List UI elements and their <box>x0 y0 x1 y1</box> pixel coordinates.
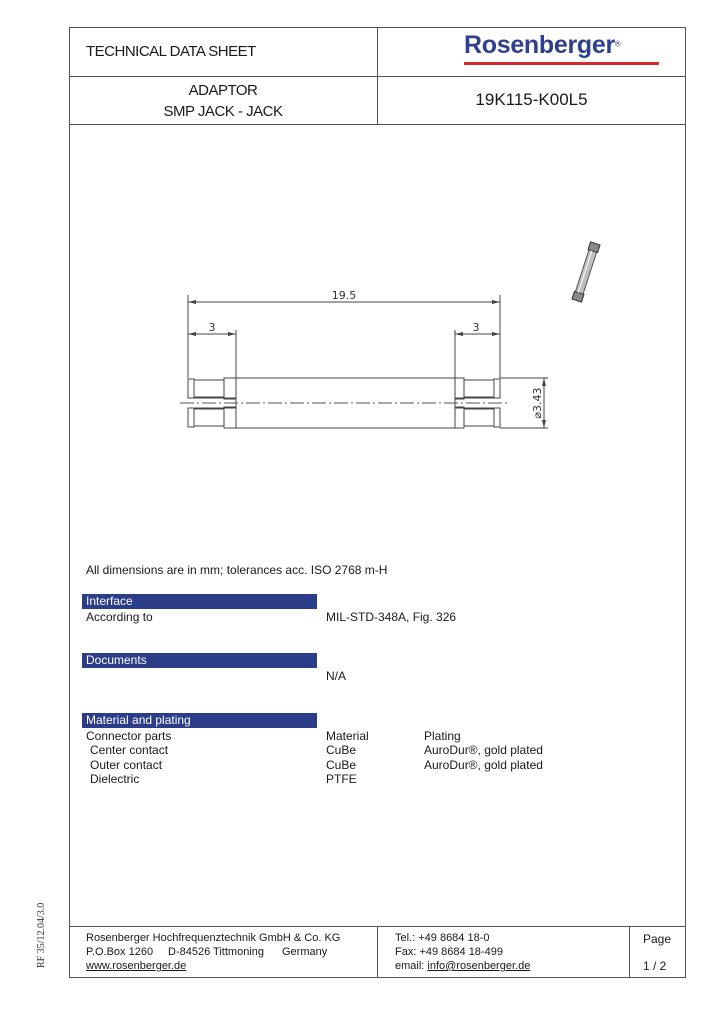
documents-header: Documents <box>82 653 317 668</box>
footer-city: D-84526 Tittmoning <box>168 946 264 958</box>
dim-diameter-label: ⌀3.43 <box>531 387 544 419</box>
interface-value: MIL-STD-348A, Fig. 326 <box>326 610 457 624</box>
right-outer-lip-top <box>494 379 500 398</box>
right-outer-lip-bottom <box>494 408 500 427</box>
product-line-1: ADAPTOR <box>188 82 258 99</box>
footer-pobox: P.O.Box 1260 <box>86 946 154 958</box>
footer-email-link[interactable]: info@rosenberger.de <box>427 960 531 972</box>
part-number: 19K115-K00L5 <box>475 90 588 109</box>
arrow <box>188 332 196 336</box>
footer-page-divider <box>629 926 630 978</box>
footer-page-label: Page <box>643 932 672 946</box>
dim-total-label: 19.5 <box>331 289 357 302</box>
row-part: Outer contact <box>90 758 163 772</box>
dimensions-note: All dimensions are in mm; tolerances acc. ISO 2768 m-H <box>86 563 388 577</box>
footer-tel: Tel.: +49 8684 18-0 <box>395 932 490 944</box>
footer-column-divider <box>377 926 378 978</box>
left-collar-top <box>224 378 236 399</box>
col-plating: Plating <box>424 729 461 743</box>
footer-country: Germany <box>282 946 328 958</box>
arrow <box>492 332 500 336</box>
col-connector-parts: Connector parts <box>86 729 172 743</box>
col-material: Material <box>326 729 369 743</box>
arrow <box>228 332 236 336</box>
material-header: Material and plating <box>82 713 317 728</box>
brand-name: Rosenberger <box>464 31 615 59</box>
row-material: CuBe <box>326 758 357 772</box>
footer-email-row <box>395 960 530 972</box>
footer-page-value: 1 / 2 <box>643 959 667 973</box>
footer-fax: Fax: +49 8684 18-499 <box>395 946 503 958</box>
row-plating: AuroDur®, gold plated <box>424 758 543 772</box>
left-outer-lip-bottom <box>188 408 194 427</box>
row-part: Center contact <box>90 743 169 757</box>
right-collar-bottom <box>455 407 464 428</box>
row-material: PTFE <box>326 772 357 786</box>
arrow <box>188 300 196 304</box>
brand-registered-mark: ® <box>614 39 621 49</box>
footer-company: Rosenberger Hochfrequenztechnik GmbH & Co. KG <box>86 932 341 944</box>
product-thumbnail <box>572 242 600 302</box>
left-sleeve-top <box>194 380 224 397</box>
footer-website-link[interactable]: www.rosenberger.de <box>86 960 187 972</box>
left-outer-lip-top <box>188 379 194 398</box>
arrow <box>542 378 546 386</box>
arrow <box>492 300 500 304</box>
dim-right-label: 3 <box>472 321 480 334</box>
doc-type-title: TECHNICAL DATA SHEET <box>86 43 256 60</box>
left-sleeve-bottom <box>194 409 224 426</box>
right-sleeve-bottom <box>464 409 494 426</box>
interface-label: According to <box>86 610 153 624</box>
row-part: Dielectric <box>90 772 140 786</box>
right-sleeve-top <box>464 380 494 397</box>
interface-header: Interface <box>82 594 317 609</box>
arrow <box>542 420 546 428</box>
row-material: CuBe <box>326 743 357 757</box>
dim-left-label: 3 <box>208 321 216 334</box>
product-line-2: SMP JACK - JACK <box>163 103 283 120</box>
arrow <box>455 332 463 336</box>
left-collar-bottom <box>224 407 236 428</box>
revision-code: RF 35/12.04/3.0 <box>36 902 47 968</box>
documents-value: N/A <box>326 669 347 683</box>
row-plating: AuroDur®, gold plated <box>424 743 543 757</box>
right-collar-top <box>455 378 464 399</box>
footer-email-label: email: <box>395 960 425 972</box>
